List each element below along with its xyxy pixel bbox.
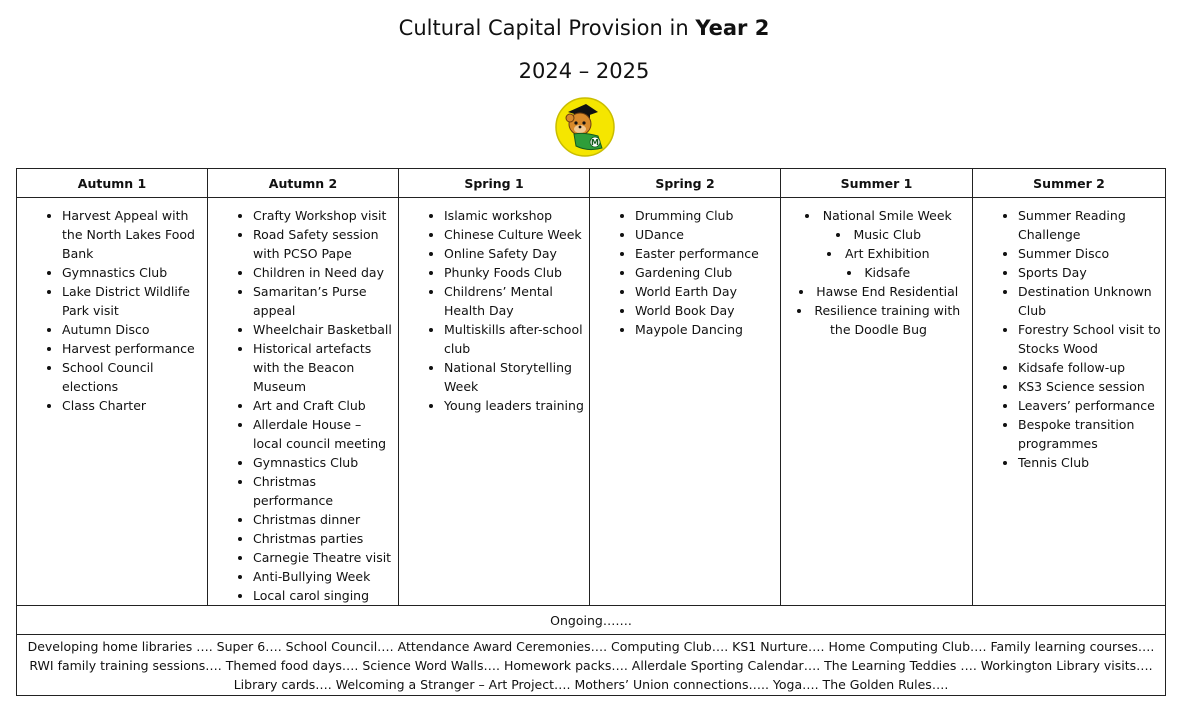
list-item: • Kidsafe [789,263,968,282]
activity-list [208,198,398,605]
column-autumn-2 [208,198,399,606]
list-item: • Easter performance [635,244,776,263]
ongoing-heading-row [17,606,1166,635]
list-item: • Lake District Wildlife Park visit [62,282,203,320]
list-item: • Leavers’ performance [1018,396,1161,415]
list-item: • Tennis Club [1018,453,1161,472]
column-summer-2 [973,198,1166,606]
column-heading-spring-2: Spring 2 [590,169,781,198]
ongoing-activities: Developing home libraries …. Super 6…. School Council…. Attendance Award Ceremonies…. Computing Club…. KS1 Nurture…. Home Computing Club…. Family learning courses…. RWI family training sessions…. Themed food days…. Science Word Walls…. Homework packs…. Allerdale Sporting Calendar…. The Learning Teddies …. Workington Library visits…. Library cards…. Welcoming a Stranger – Art Project…. Mothers’ Union connections….. Yoga…. The Golden Rules…. [17,635,1166,696]
column-summer-1 [781,198,973,606]
list-item: • Summer Disco [1018,244,1161,263]
list-item: • Carnegie Theatre visit [253,548,394,567]
page-title [0,14,1168,42]
list-item: • Multiskills after-school club [444,320,585,358]
list-item: • Summer Reading Challenge [1018,206,1161,244]
list-item: • Forestry School visit to Stocks Wood [1018,320,1161,358]
ongoing-heading: Ongoing……. [17,606,1166,635]
list-item: • Hawse End Residential [789,282,968,301]
list-item: • Sports Day [1018,263,1161,282]
list-item: • Young leaders training [444,396,585,415]
list-item: • Bespoke transition programmes [1018,415,1161,453]
list-item: • Gardening Club [635,263,776,282]
list-item: • Anti-Bullying Week [253,567,394,586]
column-heading-autumn-1: Autumn 1 [17,169,208,198]
list-item: • Allerdale House – local council meeting [253,415,394,453]
list-item: • World Book Day [635,301,776,320]
activity-list [973,198,1165,472]
table-body-row [17,198,1166,606]
provision-table [16,168,1166,696]
list-item: • Harvest Appeal with the North Lakes Food Bank [62,206,203,263]
column-heading-summer-2: Summer 2 [973,169,1166,198]
list-item: • Historical artefacts with the Beacon Museum [253,339,394,396]
ongoing-body-row [17,635,1166,696]
list-item: • Autumn Disco [62,320,203,339]
list-item: • Gymnastics Club [253,453,394,472]
column-heading-autumn-2: Autumn 2 [208,169,399,198]
list-item: • Christmas performance [253,472,394,510]
activity-list [17,198,207,415]
list-item: • Drumming Club [635,206,776,225]
list-item: • Destination Unknown Club [1018,282,1161,320]
list-item: • Road Safety session with PCSO Pape [253,225,394,263]
column-spring-2 [590,198,781,606]
list-item: • Resilience training with the Doodle Bug [789,301,968,339]
column-heading-summer-1: Summer 1 [781,169,973,198]
list-item: • Art and Craft Club [253,396,394,415]
list-item: • Childrens’ Mental Health Day [444,282,585,320]
list-item: • Music Club [789,225,968,244]
title-prefix: Cultural Capital Provision in [398,16,696,40]
list-item: • KS3 Science session [1018,377,1161,396]
list-item: • Online Safety Day [444,244,585,263]
list-item: • Class Charter [62,396,203,415]
list-item: • Art Exhibition [789,244,968,263]
list-item: • Christmas parties [253,529,394,548]
svg-text:M: M [591,138,599,147]
list-item: • School Council elections [62,358,203,396]
list-item: • UDance [635,225,776,244]
column-heading-spring-1: Spring 1 [399,169,590,198]
list-item: • Gymnastics Club [62,263,203,282]
list-item: • Christmas dinner [253,510,394,529]
list-item: • Chinese Culture Week [444,225,585,244]
list-item: • Islamic workshop [444,206,585,225]
activity-list [590,198,780,339]
academic-year: 2024 – 2025 [518,59,650,83]
list-item: • Samaritan’s Purse appeal [253,282,394,320]
list-item: • Crafty Workshop visit [253,206,394,225]
activity-list [781,198,972,339]
column-autumn-1 [17,198,208,606]
column-spring-1 [399,198,590,606]
list-item: • Maypole Dancing [635,320,776,339]
list-item: • National Smile Week [789,206,968,225]
list-item: • World Earth Day [635,282,776,301]
list-item: • Kidsafe follow-up [1018,358,1161,377]
list-item: • Children in Need day [253,263,394,282]
list-item: • Harvest performance [62,339,203,358]
list-item: • Phunky Foods Club [444,263,585,282]
table-header-row [17,169,1166,198]
activity-list [399,198,589,415]
title-year-group: Year 2 [695,16,770,40]
school-mascot-logo-icon [554,96,616,158]
list-item: • National Storytelling Week [444,358,585,396]
list-item: • Local carol singing [253,586,394,605]
list-item: • Wheelchair Basketball [253,320,394,339]
